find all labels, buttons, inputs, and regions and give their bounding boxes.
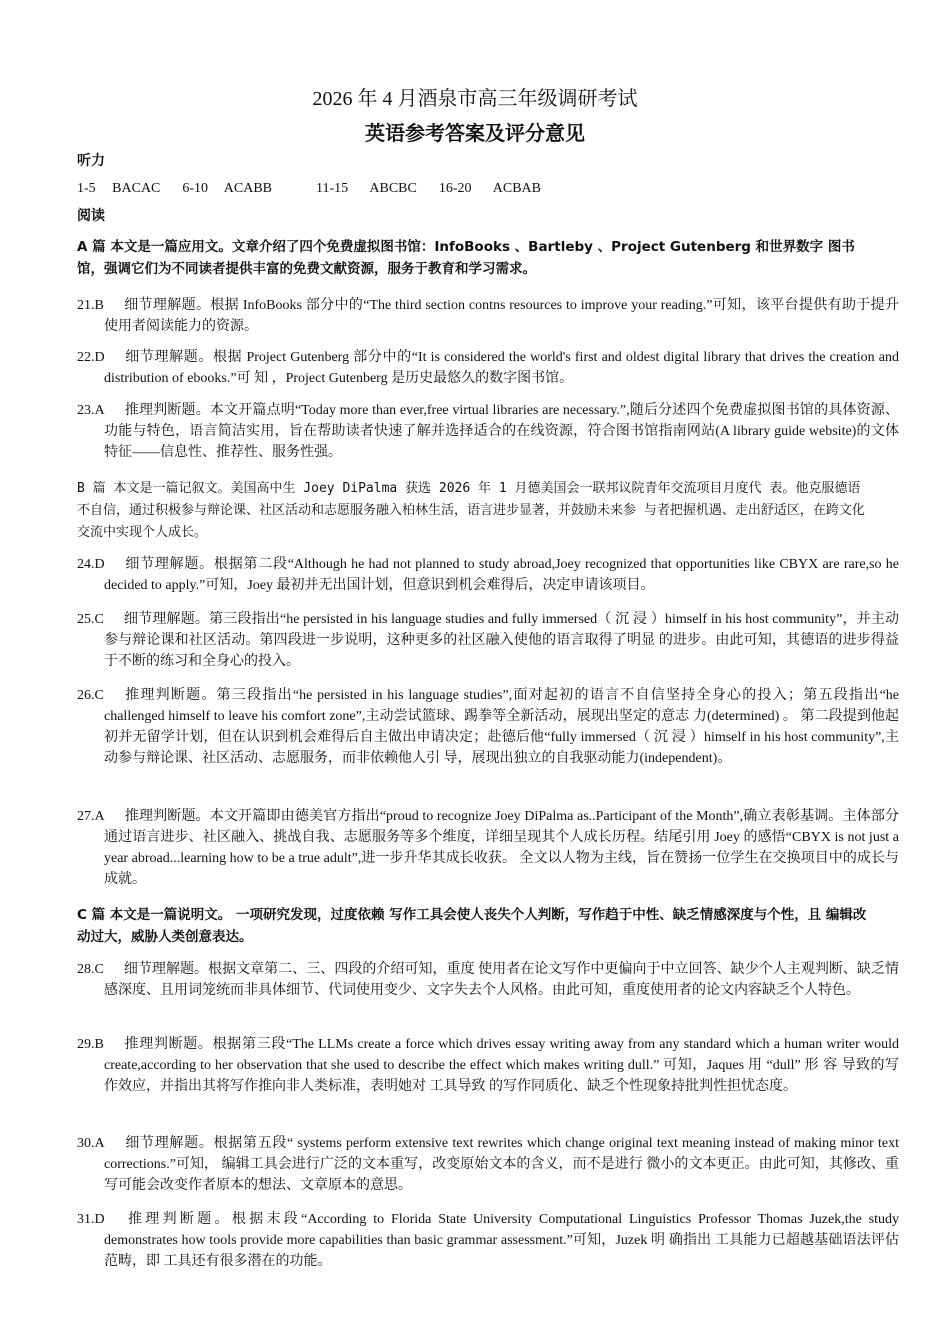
question-number: 29.B <box>77 1037 104 1052</box>
question-explanation: 细节理解题。根据 Project Gutenberg 部分中的“It is considered the world's first and oldest digital library that drives the creation and distribution of ebooks.”可 知 ，Project Gutenberg 是历史最悠久的数字图书馆。 <box>104 350 899 386</box>
question-22 <box>77 347 899 389</box>
question-explanation: 细节理解题。根据 InfoBooks 部分中的“The third section contns resources to improve your reading.”可知，该平台提供有助于提升使用者阅读能力的资源。 <box>104 298 899 334</box>
question-27 <box>77 806 899 890</box>
listening-answers: 1-5 BACAC 6-10 ACABB 11-15 ABCBC 16-20 ACBAB <box>77 181 541 196</box>
question-explanation: 推理判断题。本文开篇点明“Today more than ever,free virtual libraries are necessary.”,随后分述四个免费虚拟图书馆的具体资源、功能与特色，语言简洁实用，旨在帮助读者快速了解并选择适合的在线资源，符合图书馆指南网站(A library guide website)的文体特征——信息性、推荐性、服务性强。 <box>104 403 899 460</box>
passage-c-intro: C 篇 本文是一篇说明文。 一项研究发现，过度依赖 写作工具会使人丧失个人判断，写作趋于中性、缺乏情感深度与个性，且 编辑改动过大，威胁人类创意表达。 <box>77 907 867 945</box>
question-23 <box>77 400 899 463</box>
exam-title: 2026 年 4 月酒泉市高三年级调研考试 <box>312 88 638 110</box>
question-number: 30.A <box>77 1136 105 1151</box>
listening-label: 听力 <box>77 153 105 169</box>
question-number: 28.C <box>77 962 104 977</box>
question-explanation: 细节理解题。根据第二段“Although he had not planned to study abroad,Joey recognized that opportunities like CBYX are rare,so he decided to apply.”可知，Joey 最初并无出国计划，但意识到机会难得后，决定申请该项目。 <box>104 557 899 593</box>
question-number: 27.A <box>77 809 105 824</box>
passage-b-intro: B 篇 本文是一篇记叙文。美国高中生 Joey DiPalma 获选 2026 年 1 月德美国会一联邦议院青年交流项目月度代 表。他克服德语不自信，通过积极参与辩论课、社区活动和志愿服务融入柏林生活，语言进步显著，并鼓励未来参 与者把握机遇、走出舒适区，在跨文化交流中实现个人成长。 <box>77 481 865 540</box>
question-explanation: 推理判断题。本文开篇即由德美官方指出“proud to recognize Joey DiPalma as..Participant of the Month”,确立表彰基调。主体部分通过语言进步、社区融入、挑战自我、志愿服务等多个维度，详细呈现其个人成长历程。结尾引用 Joey 的感悟“CBYX is not just a year abroad...learning how to be a true adult”,进一步升华其成长收获。 全文以人物为主线，旨在赞扬一位学生在交换项目中的成长与成就。 <box>104 809 899 887</box>
question-21 <box>77 295 899 337</box>
question-number: 22.D <box>77 350 105 365</box>
question-31 <box>77 1209 899 1272</box>
passage-a-intro: A 篇 本文是一篇应用文。文章介绍了四个免费虚拟图书馆：InfoBooks 、Bartleby 、Project Gutenberg 和世界数字 图书馆，强调它们为不同读者提供丰富的免费文献资源，服务于教育和学习需求。 <box>77 239 855 277</box>
question-28 <box>77 959 899 1001</box>
question-number: 21.B <box>77 298 104 313</box>
question-29 <box>77 1034 899 1097</box>
question-explanation: 细节理解题。根据文章第二、三、四段的介绍可知，重度 使用者在论文写作中更偏向于中立回答、缺少个人主观判断、缺乏情感深度、且用词笼统而非具体细节、代词使用变少、文字失去个人风格。由此可知，重度使用者的论文内容缺乏个人特色。 <box>104 962 899 998</box>
question-30 <box>77 1133 899 1196</box>
question-number: 23.A <box>77 403 105 418</box>
question-explanation: 细节理解题。根据第五段“ systems perform extensive text rewrites which change original text meaning instead of making minor text corrections.”可知， 编辑工具会进行广泛的文本重写，改变原始文本的含义，而不是进行 微小的文本更正。由此可知，其修改、重写可能会改变作者原本的想法、文章原本的意思。 <box>104 1136 899 1193</box>
question-explanation: 推理判断题。根据末段“According to Florida State University Computational Linguistics Professor Thomas Juzek,the study demonstrates how tools provide more capabilities than basic grammar assessment.”可知，Juzek 明 确指出 工具能力已超越基础语法评估范畴，即 工具还有很多潜在的功能。 <box>104 1212 899 1269</box>
question-explanation: 推理判断题。根据第三段“The LLMs create a force which drives essay writing away from any standard which a human writer would create,according to her observation that she used to describe the effect which makes writing dull.” 可知，Jaques 用 “dull” 形 容 导致的写作效应，并指出其将写作推向非人类标准，表明她对 工具导致 的写作同质化、缺乏个性现象持批判性担忧态度。 <box>104 1037 899 1094</box>
question-number: 26.C <box>77 688 104 703</box>
reading-label: 阅读 <box>77 208 105 224</box>
question-number: 31.D <box>77 1212 105 1227</box>
answer-key-subtitle: 英语参考答案及评分意见 <box>365 121 585 145</box>
question-explanation: 细节理解题。第三段指出“he persisted in his language studies and fully immersed（ 沉 浸 ）himself in his host community”，并主动参与辩论课和社区活动。第四段进一步说明，这种更多的社区融入使他的语言取得了明显 的进步。由此可知，其德语的进步得益于不断的练习和全身心的投入。 <box>104 612 899 669</box>
question-24 <box>77 554 899 596</box>
question-26 <box>77 685 899 769</box>
question-number: 24.D <box>77 557 105 572</box>
question-number: 25.C <box>77 612 104 627</box>
question-25 <box>77 609 899 672</box>
question-explanation: 推理判断题。第三段指出“he persisted in his language studies”,面对起初的语言不自信坚持全身心的投入；第五段指出“he challenged himself to leave his comfort zone”,主动尝试篮球、踢拳等全新活动，展现出坚定的意志 力(determined) 。 第二段提到他起初并无留学计划，但在认识到机会难得后自主做出申请决定；赴德后他“fully immersed（ 沉 浸 ）himself in his host community”,主动参与辩论课、社区活动、志愿服务，而非依赖他人引 导，展现出独立的自我驱动能力(independent)。 <box>104 688 899 766</box>
